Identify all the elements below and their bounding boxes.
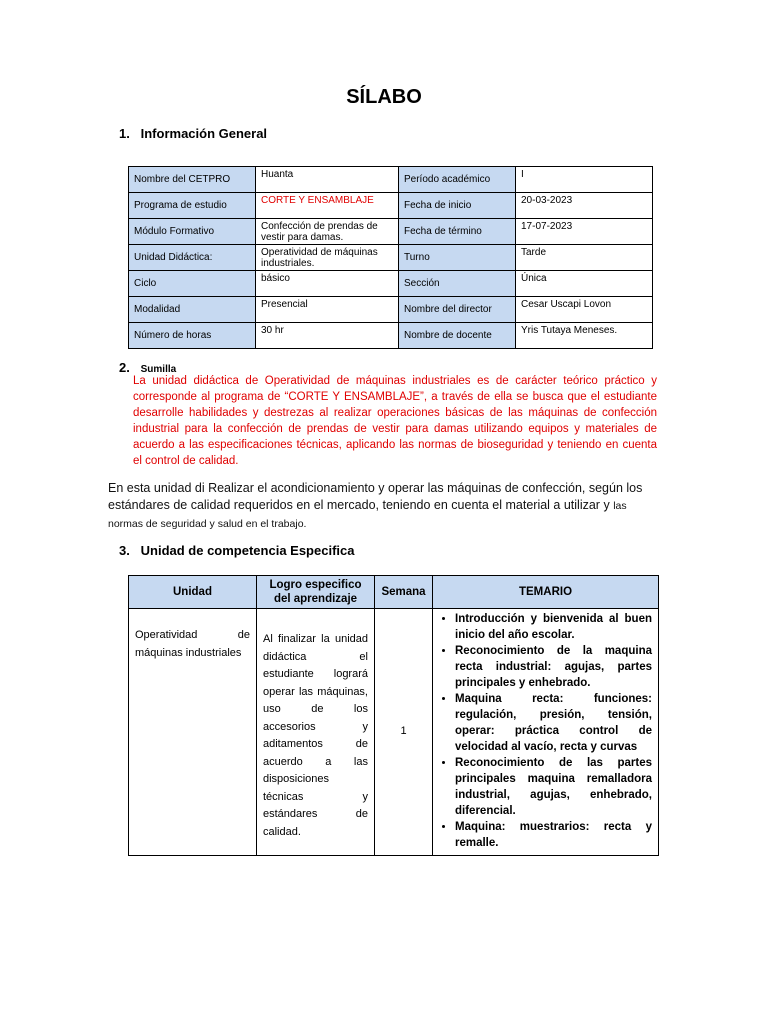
info-label: Período académico [399,167,516,193]
info-label: Fecha de inicio [399,193,516,219]
sumilla-text: La unidad didáctica de Operatividad de máquinas industriales es de carácter teórico práctico y corresponde al programa de “CORTE Y ENSAMBLAJE”, a través de ella se busca que el estudiante desarrolle habilidades y destrezas al realizar operaciones básicas de las máquinas de confección industrial para la confección de prendas de vestir para damas utilizando equipos y materiales de acuerdo a las especificaciones técnicas, aplicando las normas de bioseguridad y teniendo en cuenta el control de calidad. [133,375,657,467]
table-row [129,609,659,856]
temario-cell [433,609,659,856]
section-3-title: Unidad de competencia Especifica [140,543,355,558]
info-label: Fecha de término [399,219,516,245]
info-label: Nombre del CETPRO [129,167,256,193]
info-value: Tarde [516,245,653,271]
info-label: Unidad Didáctica: [129,245,256,271]
section-1-heading [119,126,267,141]
list-item: • Reconocimiento de las partes principales maquina remalladora industrial, agujas, enhebrado, diferencial. [455,755,652,819]
info-value: Yris Tutaya Meneses. [516,323,653,349]
unit-description [108,480,656,533]
table-row [129,297,653,323]
table-row [129,167,653,193]
info-value: CORTE Y ENSAMBLAJE [256,193,399,219]
table-header-row [129,576,659,609]
list-item: • Maquina recta: funciones: regulación, presión, tensión, operar: práctica control de velocidad al vacío, recta y curvas [455,691,652,755]
logro-cell: Al finalizar la unidad didáctica el estudiante logrará operar las máquinas, uso de los accesorios y aditamentos de acuerdo a las disposiciones técnicas y estándares de calidad. [257,609,375,856]
info-value: Cesar Uscapi Lovon [516,297,653,323]
section-1-number: 1. [119,126,130,141]
semana-cell: 1 [375,609,433,856]
column-header-semana: Semana [375,576,433,609]
info-label: Programa de estudio [129,193,256,219]
info-label: Turno [399,245,516,271]
column-header-temario: TEMARIO [433,576,659,609]
table-row [129,323,653,349]
info-value: Presencial [256,297,399,323]
info-label: Módulo Formativo [129,219,256,245]
list-item: • Maquina: muestrarios: recta y remalle. [455,819,652,851]
info-label: Nombre de docente [399,323,516,349]
column-header-logro: Logro especifico del aprendizaje [257,576,375,609]
info-label: Sección [399,271,516,297]
column-header-unidad: Unidad [129,576,257,609]
info-value: Operatividad de máquinas industriales. [256,245,399,271]
unit-description-main: En esta unidad di Realizar el acondicionamiento y operar las máquinas de confección, según los estándares de calidad requeridos en el mercado, teniendo en cuenta el material a utilizar y [108,481,643,512]
unit-description-end: las normas de seguridad y salud en el trabajo. [108,500,627,530]
competency-table [128,575,659,856]
section-1-title: Información General [140,126,268,141]
table-row [129,245,653,271]
list-item: • Introducción y bienvenida al buen inicio del año escolar. [455,611,652,643]
info-value: I [516,167,653,193]
info-label: Nombre del director [399,297,516,323]
info-label: Número de horas [129,323,256,349]
info-value: 17-07-2023 [516,219,653,245]
general-info-table [128,166,653,349]
info-value: básico [256,271,399,297]
unidad-cell: Operatividad de máquinas industriales [129,609,257,856]
info-value: Única [516,271,653,297]
section-2-title: Sumilla [140,364,177,375]
info-value: Huanta [256,167,399,193]
info-value: Confección de prendas de vestir para damas. [256,219,399,245]
table-row [129,219,653,245]
section-3-number: 3. [119,543,130,558]
info-label: Ciclo [129,271,256,297]
info-value: 30 hr [256,323,399,349]
section-3-heading [119,543,354,558]
info-label: Modalidad [129,297,256,323]
list-item: • Reconocimiento de la maquina recta industrial: agujas, partes principales y enhebrado. [455,643,652,691]
document-title: SÍLABO [346,86,422,108]
table-row [129,271,653,297]
section-2-number: 2. [119,360,130,375]
table-row [129,193,653,219]
temario-list [437,611,652,851]
info-value: 20-03-2023 [516,193,653,219]
